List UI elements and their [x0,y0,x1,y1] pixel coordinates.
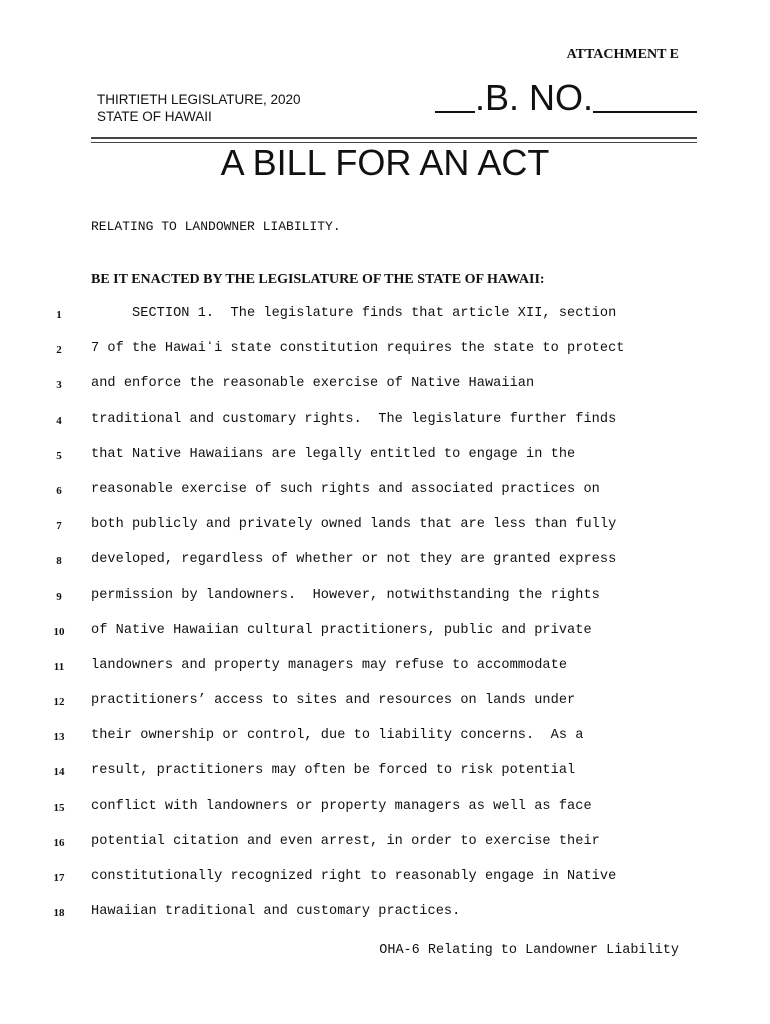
line-text: their ownership or control, due to liability concerns. As a [91,728,584,744]
line-number: 14 [53,766,65,779]
bill-title: A BILL FOR AN ACT [220,142,550,183]
line-number: 12 [53,696,65,709]
body-line [0,862,770,897]
line-number: 3 [56,379,62,392]
body-line [0,405,770,440]
line-number: 7 [56,520,62,533]
line-text: of Native Hawaiian cultural practitioners, public and private [91,622,592,638]
body-line [0,440,770,475]
line-number: 17 [53,872,65,884]
line-number: 18 [53,907,65,920]
line-text: practitioners’ access to sites and resources on lands under [91,693,576,709]
line-number: 5 [56,449,62,462]
line-number: 8 [56,555,62,568]
bill-body [0,299,770,932]
line-text: landowners and property managers may refuse to accommodate [91,657,568,673]
attachment-label: ATTACHMENT E [566,47,679,62]
body-line [0,581,770,616]
bill-number-label: .B. NO. [474,77,593,118]
line-text: potential citation and even arrest, in order to exercise their [91,833,600,849]
legislature-header [97,91,301,125]
bill-prefix-blank [435,78,475,113]
line-text: result, practitioners may often be forced to risk potential [91,763,576,779]
state-name: STATE OF HAWAII [97,109,212,124]
body-line [0,756,770,791]
body-line [0,651,770,686]
body-line [0,686,770,721]
line-number: 1 [56,309,62,321]
line-text: reasonable exercise of such rights and associated practices on [91,481,600,497]
enacting-clause: BE IT ENACTED BY THE LEGISLATURE OF THE STATE OF HAWAII: [91,272,545,287]
body-line [0,369,770,404]
line-text: Hawaiian traditional and customary practices. [91,904,461,920]
line-number: 6 [56,484,62,497]
line-number: 10 [53,625,65,638]
line-number: 11 [53,660,65,673]
line-text: that Native Hawaiians are legally entitled to engage in the [91,446,576,462]
body-line [0,721,770,756]
line-number: 16 [53,836,65,849]
body-line [0,510,770,545]
body-line [0,299,770,334]
body-line [0,897,770,932]
footer-label: OHA-6 Relating to Landowner Liability [379,943,679,958]
line-text: both publicly and privately owned lands that are less than fully [91,517,617,533]
line-text: conflict with landowners or property managers as well as face [91,798,592,814]
body-line [0,545,770,580]
line-text: constitutionally recognized right to reasonably engage in Native [91,869,617,884]
line-number: 13 [53,731,65,744]
header-rule-thick [91,137,697,139]
line-number: 15 [53,801,65,814]
line-text: permission by landowners. However, notwithstanding the rights [91,587,600,603]
line-text: traditional and customary rights. The legislature further finds [91,411,617,427]
line-number: 9 [56,590,62,603]
relating-clause: RELATING TO LANDOWNER LIABILITY. [91,219,341,234]
line-number: 4 [56,414,62,427]
legislature-session: THIRTIETH LEGISLATURE, 2020 [97,92,301,107]
bill-number [435,78,697,118]
body-line [0,475,770,510]
bill-number-blank [593,78,697,113]
line-text: and enforce the reasonable exercise of Native Hawaiian [91,376,535,392]
body-line [0,616,770,651]
line-text: developed, regardless of whether or not they are granted express [91,552,617,568]
line-number: 2 [56,344,62,357]
body-line [0,827,770,862]
line-text: SECTION 1. The legislature finds that article XII, section [91,306,617,321]
body-line [0,792,770,827]
body-line [0,334,770,369]
line-text: 7 of the Hawaiʻi state constitution requires the state to protect [91,341,625,357]
